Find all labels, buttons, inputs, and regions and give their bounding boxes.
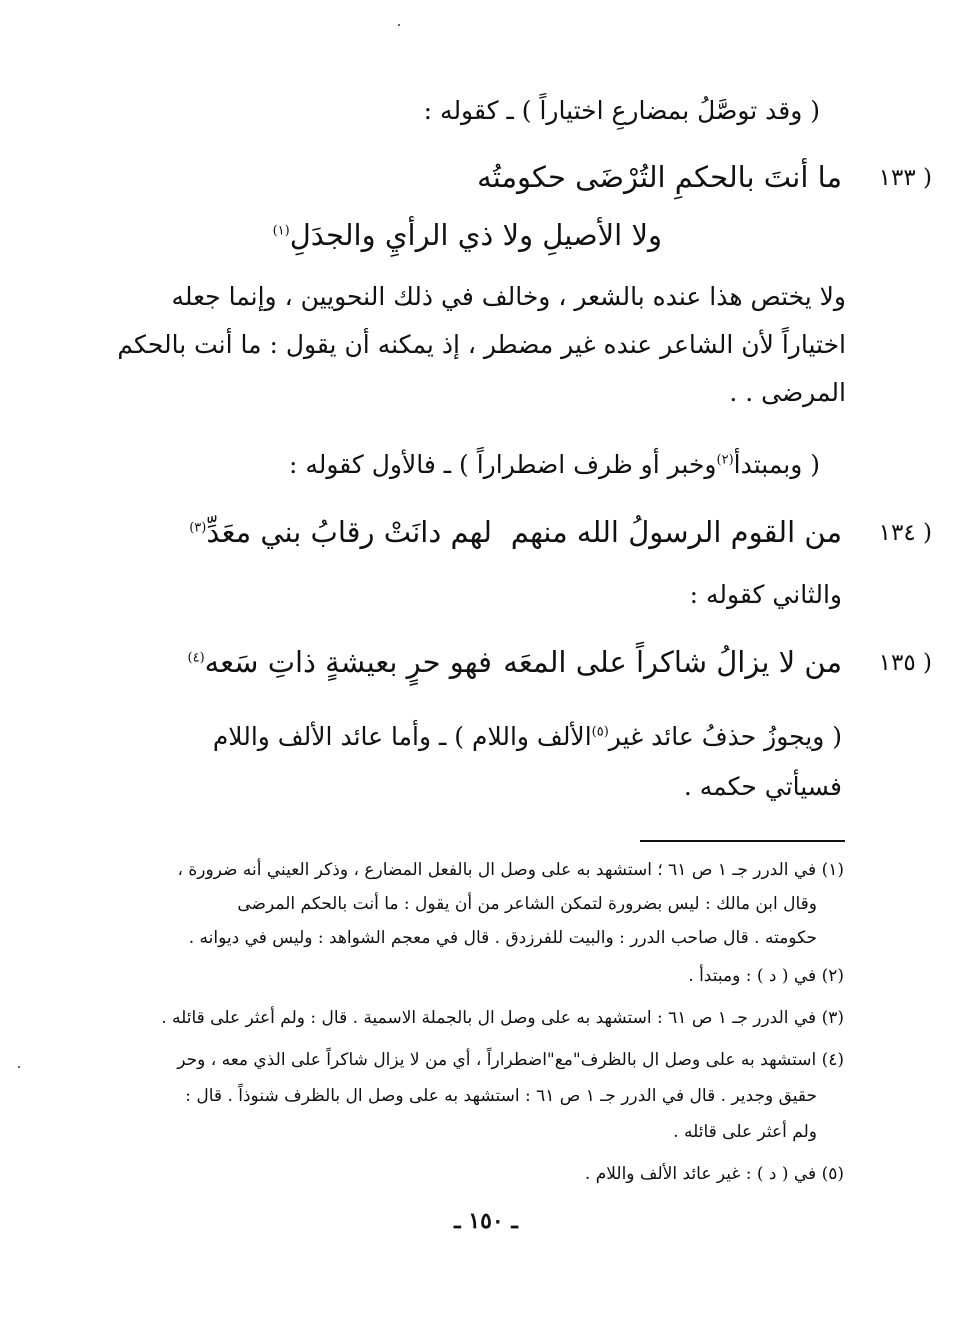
verse-hemistich: فهو حرٍ بعيشةٍ ذاتِ سَعه$^{(٤)}$	[187, 645, 492, 679]
footnote-marker: (١)	[272, 223, 290, 239]
verse-hemistich: ولا الأصيلِ ولا ذي الرأيِ والجدَلِ$^{(١)}$	[272, 218, 662, 252]
footnote-marker: (٥)	[591, 724, 609, 740]
text-line: ( وبمبتدأ$^{(٢)}$وخبر أو ظرف اضطراراً ) ـ فالأول كقوله :	[288, 450, 820, 479]
footnote: (٢) في ( د ) : ومبتدأ .	[688, 966, 844, 986]
verse-number: ( ١٣٤	[878, 520, 932, 546]
footnote: (٣) في الدرر جـ ١ ص ٦١ : استشهد به على وصل ال بالجملة الاسمية . قال : ولم أعثر على قائله .	[161, 1008, 844, 1028]
text-line: المرضى . .	[729, 378, 846, 407]
footnote-marker: (٣)	[189, 520, 207, 536]
verse-hemistich: من القوم الرسولُ الله منهم	[510, 515, 842, 549]
verse-hemistich: من لا يزالُ شاكراً على المعَه	[503, 645, 842, 679]
footnote: (٥) في ( د ) : غير عائد الألف واللام .	[584, 1164, 844, 1184]
text-line: ولا يختص هذا عنده بالشعر ، وخالف في ذلك النحويين ، وإنما جعله	[171, 282, 846, 311]
footnote: وقال ابن مالك : ليس بضرورة لتمكن الشاعر من أن يقول : ما أنت بالحكم المرضى	[237, 894, 817, 914]
footnote-marker: (٢)	[716, 452, 734, 468]
footnote: (٤) استشهد به على وصل ال بالظرف"مع"اضطراراً ، أي من لا يزال شاكراً على الذي معه ، وحر	[177, 1050, 844, 1070]
text-line: ( وقد توصَّلُ بمضارعِ اختياراً ) ـ كقوله :	[423, 96, 820, 125]
footnote: ولم أعثر على قائله .	[673, 1122, 817, 1142]
footnote-divider	[640, 840, 845, 842]
page-number: ـ ١٥٠ ـ	[454, 1208, 518, 1234]
scan-speck	[398, 24, 400, 26]
text-line: اختياراً لأن الشاعر عنده غير مضطر ، إذ يمكنه أن يقول : ما أنت بالحكم	[117, 330, 846, 359]
text-line: والثاني كقوله :	[689, 580, 842, 609]
verse-hemistich: ما أنتَ بالحكمِ التُرْضَى حكومتُه	[477, 160, 842, 194]
verse-number: ( ١٣٣	[878, 165, 932, 191]
text-line: فسيأتي حكمه .	[683, 772, 842, 801]
footnote: (١) في الدرر جـ ١ ص ٦١ ؛ استشهد به على وصل ال بالفعل المضارع ، وذكر العيني أنه ضرورة ،	[177, 860, 844, 880]
footnote: حكومته . قال صاحب الدرر : والبيت للفرزدق . قال في معجم الشواهد : وليس في ديوانه .	[188, 928, 817, 948]
footnote-marker: (٤)	[187, 650, 205, 666]
verse-number: ( ١٣٥	[878, 650, 932, 676]
verse-hemistich: لهم دانَتْ رقابُ بني معَدِّ$^{(٣)}$	[189, 515, 492, 549]
text-line: ( ويجوزُ حذفُ عائد غير$^{(٥)}$الألف واللام ) ـ وأما عائد الألف واللام	[212, 722, 842, 751]
scan-speck	[18, 1066, 20, 1068]
footnote: حقيق وجدير . قال في الدرر جـ ١ ص ٦١ : استشهد به على وصل ال بالظرف شنوذاً . قال :	[185, 1086, 817, 1106]
